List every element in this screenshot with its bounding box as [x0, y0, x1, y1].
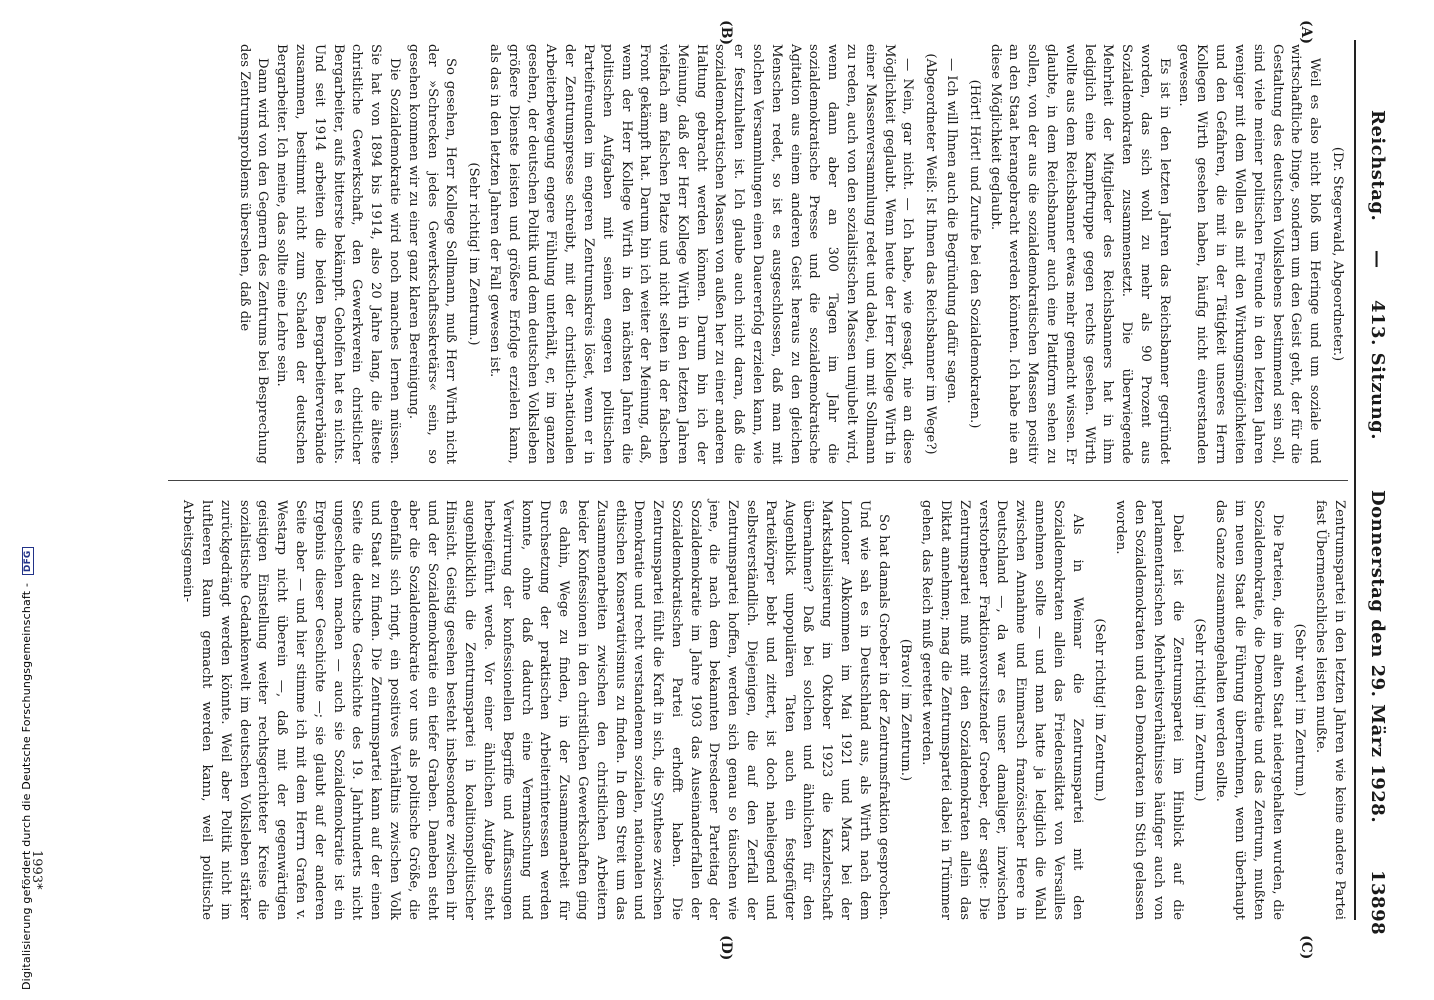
right-paragraph-4: Als in Weimar die Zentrumspartei mit den Sozialdemokraten allein das Friedensdiktat von Versailles annehmen sollte — und man hatte ja lediglich die Wahl zwischen Annahme und Einmarsch französischer Heere in Deutschland —, da war es unser damaliger, inzwischen verstorbener Fraktionsvorsitzender Groeber, der sagte: Die Zentrumspartei muß mit den Sozialdemokraten allein das Diktat annehmen; mag die Zentrumspartei dabei in Trümmer gehen, das Reich muß gerettet werden.	[919, 500, 1085, 920]
margin-marker-b: (B)	[718, 20, 734, 46]
left-interjection-2: (Abgeordneter Weiß: Ist Ihnen das Reichsbanner im Wege?)	[923, 53, 939, 455]
left-paragraph-5: So gesehen, Herr Kollege Sollmann, muß Herr Wirth nicht der »Schrecken jedes Gewerkschaftssekretärs« sein, so gesehen kommen wir zu einer ganz klaren Bereinigung.	[405, 44, 459, 464]
left-paragraph-6: Die Sozialdemokratie wird noch manches lernen müssen. Sie hat von 1894 bis 1914, also 20 Jahre lang, die älteste christliche Gewerkschaft, den Gewerkverein christlicher Bergarbeiter, aufs bitterste bekämpft. Geholfen hat es nichts. Und seit 1914 arbeiten die beiden Bergarbeiterverbände zusammen, bestimmt nicht zum Schaden der deutschen Bergarbeiter. Ich meine, das sollte eine Lehre sein.	[274, 44, 402, 464]
header-separator: —	[1367, 250, 1388, 269]
margin-marker-c: (C)	[1298, 935, 1314, 960]
header-rule	[1354, 40, 1356, 920]
left-interjection-1: (Hört! Hört! und Zurufe bei den Sozialdemokraten.)	[966, 79, 982, 429]
left-paragraph-7: Dann wird von den Gegnern des Zentrums bei Besprechung des Zentrumsproblems übersehen, daß die	[236, 44, 271, 464]
left-paragraph-1: Weil es also nicht bloß um Heringe und um soziale und wirtschaftliche Dinge, sondern um den Geist geht, der für die Gestaltung des deutschen Volkslebens bestimmend sein soll, sind viele meiner politischen Freunde in den letzten Jahren weniger mit dem Wollen als mit den Wirkungsmöglichkeiten und den Gefahren, die mit in der Tätigkeit unseres Herrn Kollegen Wirth gesehen haben, häufig nicht einverstanden gewesen.	[1175, 44, 1323, 464]
right-interjection-4: (Bravo! im Zentrum.)	[898, 638, 914, 782]
right-paragraph-2: Die Parteien, die im alten Staat niedergehalten wurden, die Sozialdemokratie, die Demokratie und das Zentrum, mußten im neuen Staat die Führung übernehmen, wenn überhaupt das Ganze zusammengehalten werden sollte.	[1213, 500, 1285, 920]
column-divider	[168, 480, 1348, 481]
right-paragraph-1: Zentrumspartei in den letzten Jahren wie keine andere Partei fast Übermenschliches leisten mußte.	[1313, 500, 1347, 920]
left-paragraph-3: — Ich will Ihnen auch die Begründung dafür sagen.	[944, 58, 960, 404]
header-session: 413. Sitzung.	[1367, 300, 1388, 441]
margin-marker-d: (D)	[718, 935, 734, 961]
right-interjection-1: (Sehr wahr! im Zentrum.)	[1292, 623, 1308, 797]
page-footer-ref: 1993*	[29, 850, 44, 890]
header-title: Reichstag.	[1367, 110, 1388, 222]
right-paragraph-3: Dabei ist die Zentrumspartei im Hinblick auf die parlamentarischen Mehrheitsverhältnisse häufiger auch von den Sozialdemokraten und den Demokraten im Stich gelassen worden.	[1113, 500, 1185, 920]
left-column	[234, 44, 1348, 464]
header-page-number: 13898	[1367, 870, 1388, 936]
sidebar-credit: Digitalisierung gefördert durch die Deutsche Forschungsgemeinschaft -	[20, 582, 33, 990]
dfg-sidebar	[0, 0, 33, 1000]
header-date: Donnerstag den 29. März 1928.	[1367, 490, 1388, 824]
right-paragraph-5: So hat damals Groeber in der Zentrumsfraktion gesprochen. Und wie sah es in Deutschland aus, als Wirth nach dem Londoner Abkommen im Mai 1921 und Marx bei der Markstabilisierung im Oktober 1923 die Kanzlerschaft übernahmen? Daß bei solchen und ähnlichen für den Augenblick unpopulären Taten auch ein festgefügter Parteikörper bebt und zittert, ist doch naheliegend und selbstverständlich. Diejenigen, die auf den Zerfall der Zentrumspartei hoffen, werden sich genau so täuschen wie jene, die nach dem bekannten Dresdener Parteitag der Sozialdemokratie im Jahre 1903 das Auseinanderfallen der Sozialdemokratischen Partei erhofft haben. Die Zentrumspartei fühlt die Kraft in sich, die Synthese zwischen Demokratie und recht verstandenem sozialen, nationalen und ethischen Konservativismus zu finden. In dem Streit um das Zusammenarbeiten zwischen den christlichen Arbeitern beider Konfessionen in den christlichen Gewerkschaften ging es dahin, Wege zu finden, in der Zusammenarbeit für Durchsetzung der praktischen Arbeiterinteressen werden konnte, ohne daß dadurch eine Vermanschung und Verwirrung der konfessionellen Begriffe und Auffassungen herbeigeführt werde. Vor einer ähnlichen Aufgabe steht augenblicklich die Zentrumspartei in koalitionspolitischer Hinsicht. Geistig gesehen besteht insbesondere zwischen ihr und der Sozialdemokratie ein tiefer Graben. Daneben steht aber die Sozialdemokratie vor uns als politische Größe, die ebenfalls sich ringt, ein positives Verhältnis zwischen Volk und Staat zu finden. Die Zentrumspartei kann auf der einen Seite die deutsche Geschichte des 19. Jahrhunderts nicht ungeschehen machen — auch sie Sozialdemokratie ist ein Ergebnis dieser Geschichte —; sie glaubt auf der anderen Seite aber — und hier stimme ich mit dem Herrn Grafen v. Westarp nicht überein —, daß mit der gegenwärtigen geistigen Einstellung weiter rechtsgerichteter Kreise die sozialistische Gedankenwelt im deutschen Volksleben stärker zurückgedrängt werden könnte. Weil aber Politik nicht im luftleeren Raum gemacht werden kann, weil politische Arbeitsgemein-	[180, 500, 891, 920]
right-interjection-3: (Sehr richtig! im Zentrum.)	[1092, 618, 1108, 802]
speaker-line: (Dr. Stegerwald, Abgeordneter.)	[1330, 146, 1345, 362]
right-interjection-2: (Sehr richtig! im Zentrum.)	[1192, 618, 1208, 802]
dfg-sidebar-text	[20, 547, 34, 990]
left-paragraph-4: — Nein, gar nicht. — Ich habe, wie gesagt, nie an diese Möglichkeit geglaubt. Wenn heute der Herr Kollege Wirth in einer Massenversammlung redet und dabei, um mit Sollmann zu reden, auch von den sozialistischen Massen umjubelt wird, wenn dann aber an 300 Tagen im Jahr die sozialdemokratische Presse und die sozialdemokratische Agitation aus einem anderen Geist heraus zu den gleichen Menschen redet, so ist es ausgeschlossen, daß man mit solchen Versammlungen einen Dauererfolg erzielen kann, wie er festzuhalten ist. Ich glaube auch nicht daran, daß die sozialdemokratischen Massen von außen her zu einer anderen Haltung gebracht werden können. Darum bin ich der Meinung, daß der Herr Kollege Wirth in den letzten Jahren vielfach am falschen Platze und nicht selten in der falschen Front gekämpft hat. Darum bin ich weiter der Meinung, daß, wenn der Herr Kollege Wirth in den nächsten Jahren die politischen Aufgaben mit seinen engeren politischen Parteifreunden im engeren Zentrumskreis löset, wenn er in der Zentrumspresse schreibt, mit der christlich-nationalen Arbeiterbewegung engere Fühlung unterhält, er, im ganzen gesehen, der deutschen Politik und dem deutschen Volksleben größere Dienste leisten und größere Erfolge erzielen kann, als das in den letzten Jahren der Fall gewesen ist.	[486, 44, 916, 464]
margin-marker-a: (A)	[1298, 20, 1314, 45]
left-paragraph-2: Es ist in den letzten Jahren das Reichsbanner gegründet worden, das sich wohl zu mehr als 90 Prozent aus Sozialdemokraten zusammensetzt. Die überwiegende Mehrheit der Mitglieder des Reichsbanners hat in ihm lediglich eine Kampftruppe gegen rechts gesehen. Wirth wollte aus dem Reichsbanner etwas mehr gemacht wissen. Er glaubte, in dem Reichsbanner auch eine Plattform sehen zu sollen, von der aus die sozialdemokratischen Massen positiv an den Staat herangebracht werden könnten. Ich habe nie an diese Möglichkeit geglaubt.	[987, 44, 1172, 464]
page-header	[1358, 40, 1388, 936]
right-column	[177, 500, 1348, 920]
left-interjection-3: (Sehr richtig! im Zentrum.)	[466, 162, 482, 346]
dfg-logo: DFG	[22, 547, 34, 575]
